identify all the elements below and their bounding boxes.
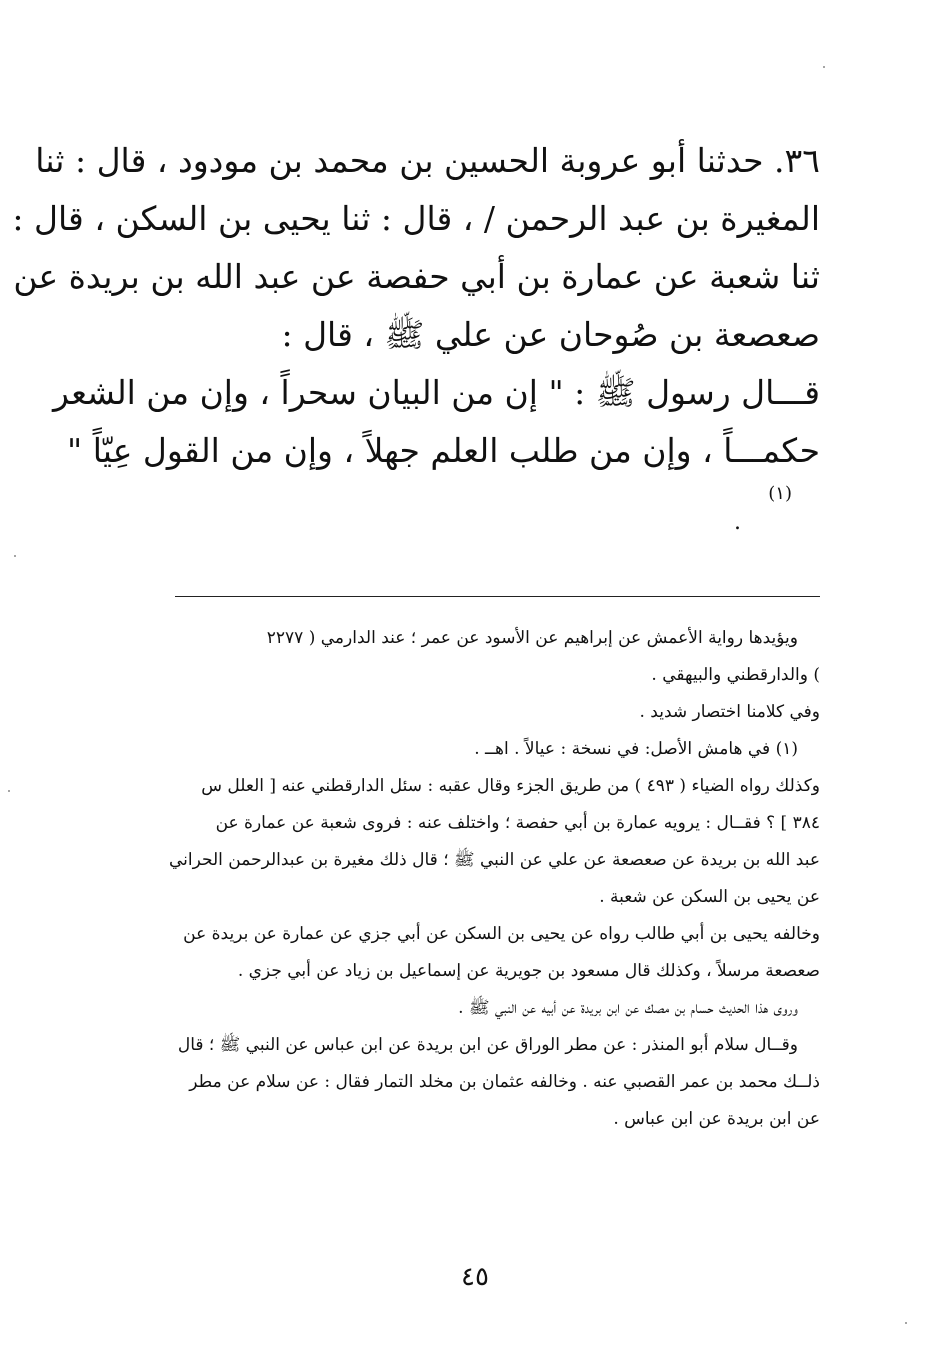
- footnote-line-12: وقــال سلام أبو المنذر : عن مطر الوراق عن ابن بريدة عن ابن عباس عن النبي ﷺ ؛ قال: [177, 1035, 798, 1055]
- footnote-line-13: ذلــك محمد بن عمر القصبي عنه . وخالفه عثمان بن مخلد التمار فقال : عن سلام عن مطر: [189, 1072, 820, 1092]
- footnote-line-1: ويؤيدها رواية الأعمش عن إبراهيم عن الأسود عن عمر ؛ عند الدارمي ( ٢٢٧٧: [266, 628, 798, 648]
- footnote-line-8: عن يحيى بن السكن عن شعبة .: [599, 887, 820, 907]
- hadith-line-1: ٣٦. حدثنا أبو عروبة الحسين بن محمد بن مودود ، قال : ثنا: [35, 141, 820, 180]
- scan-speck: [905, 1322, 907, 1324]
- scan-speck: [8, 790, 10, 792]
- footnote-line-3: وفي كلامنا اختصار شديد .: [639, 702, 820, 722]
- page-number: ٤٥: [461, 1262, 489, 1292]
- scan-speck: [14, 555, 16, 557]
- footnote-line-2: ) والدارقطني والبيهقي .: [651, 665, 820, 685]
- hadith-text: [12, 132, 820, 508]
- footnote-marker: (١): [768, 483, 792, 504]
- scan-speck: [823, 66, 825, 68]
- footnote-line-14: عن ابن بريدة عن ابن عباس .: [613, 1109, 820, 1129]
- footnote-line-9: وخالفه يحيى بن أبي طالب رواه عن يحيى بن السكن عن أبي جزي عن عمارة عن بريدة عن: [183, 924, 820, 944]
- footnotes: [165, 620, 820, 1138]
- footnote-line-6: ٣٨٤ ] ؟ فقــال : يرويه عمارة بن أبي حفصة ؛ واختلف عنه : فروى شعبة عن عمارة عن: [215, 813, 820, 833]
- footnote-line-5: وكذلك رواه الضياء ( ٤٩٣ ) من طريق الجزء وقال عقبه : سئل الدارقطني عنه [ العلل س: [201, 776, 820, 796]
- trailing-dot: .: [734, 510, 741, 535]
- footnote-line-4: (١) في هامش الأصل: في نسخة : عيالاً . اهــ .: [474, 739, 798, 759]
- hadith-line-6: حكمـــاً ، وإن من طلب العلم جهلاً ، وإن من القول عِيّاً ": [67, 431, 820, 470]
- footnote-line-11: وروى هذا الحديث حسام بن مصك عن ابن بريدة عن أبيه عن النبي ﷺ .: [458, 998, 798, 1018]
- footnote-separator: [175, 596, 820, 597]
- hadith-line-5: قـــال رسول ﷺ : " إن من البيان سحراً ، وإن من الشعر: [53, 373, 820, 412]
- hadith-line-3: ثنا شعبة عن عمارة بن أبي حفصة عن عبد الله بن بريدة عن: [13, 257, 820, 296]
- hadith-line-4: صعصعة بن صُوحان عن علي ﷺ ، قال :: [281, 315, 820, 354]
- footnote-line-7: عبد الله بن بريدة عن صعصعة عن علي عن النبي ﷺ ؛ قال ذلك مغيرة بن عبدالرحمن الحراني: [169, 850, 820, 870]
- footnote-line-10: صعصعة مرسلاً ، وكذلك قال مسعود بن جويرية عن إسماعيل بن زياد عن أبي جزي .: [237, 961, 820, 981]
- hadith-line-2: المغيرة بن عبد الرحمن / ، قال : ثنا يحيى بن السكن ، قال :: [12, 199, 820, 238]
